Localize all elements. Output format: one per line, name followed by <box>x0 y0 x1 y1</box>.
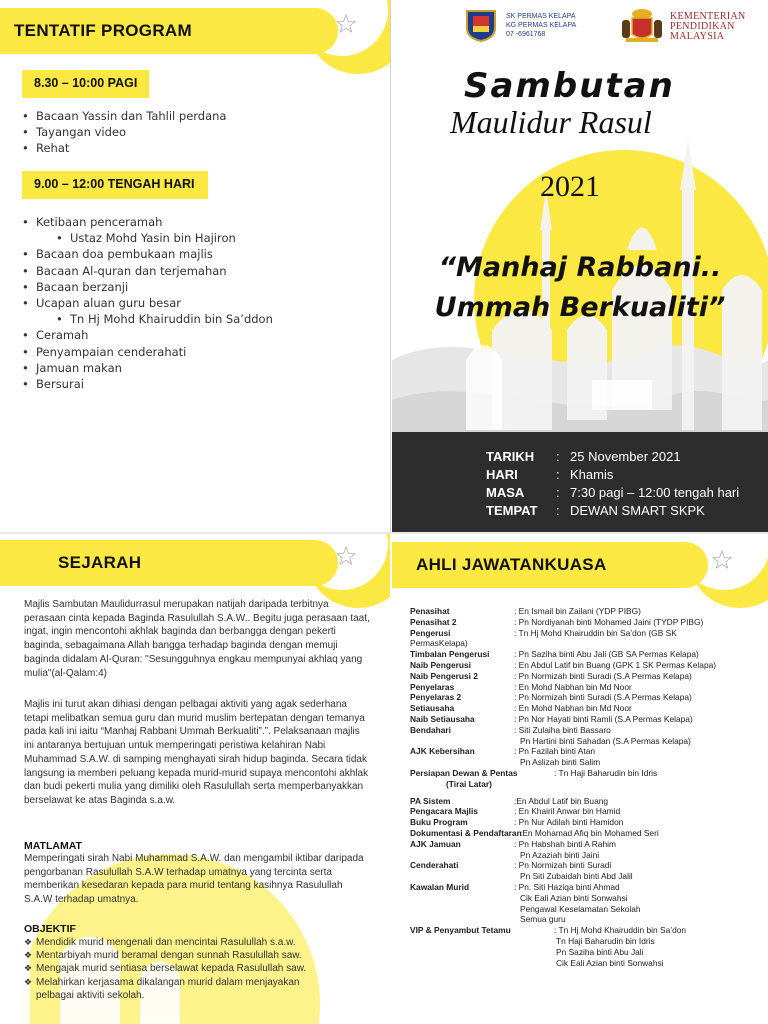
committee-role: Naib Setiausaha <box>410 713 475 724</box>
committee-member: : En Khairil Anwar bin Hamid <box>514 806 621 817</box>
matlamat-title: MATLAMAT <box>24 840 82 852</box>
session-time-1: 8.30 – 10:00 PAGI <box>22 70 149 98</box>
committee-member: Tn Haji Baharudin bin Idris <box>556 935 655 946</box>
committee-role: Penasihat 2 <box>410 616 457 627</box>
committee-member: : Pn Fazilah binti Atan <box>514 746 596 757</box>
committee-row <box>410 638 760 649</box>
committee-member: : Pn Normizah binti Suradi (S.A Permas Kelapa) <box>514 670 692 681</box>
committee-role: Dokumentasi & Pendaftaran <box>410 827 522 838</box>
theme-line-2: Ummah Berkualiti” <box>434 292 726 323</box>
committee-row <box>410 936 760 947</box>
committee-member: : Tn Haji Baharudin bin Idris <box>554 767 658 778</box>
committee-member: PermasKelapa) <box>410 638 468 649</box>
committee-role: Penyelaras <box>410 681 455 692</box>
committee-row <box>410 882 760 893</box>
committee-member: : Pn Saziha binti Abu Jali (GB SA Permas Kelapa) <box>514 649 699 660</box>
school-crest-icon <box>464 8 498 42</box>
committee-row <box>410 757 760 768</box>
committee-member: :En Mohamad Afiq bin Mohamed Seri <box>520 827 659 838</box>
committee-role: AJK Kebersihan <box>410 746 475 757</box>
committee-row <box>410 796 760 807</box>
school-name: SK PERMAS KELAPA <box>506 13 576 20</box>
program-item: • Jamuan makan <box>22 360 273 376</box>
ministry-line-2: PENDIDIKAN <box>670 21 735 32</box>
committee-role: Cenderahati <box>410 860 459 871</box>
objektif-item: ❖ Mengajak murid sentiasa berselawat kepada Rasulullah saw. <box>24 962 372 975</box>
session-1-list <box>22 108 226 157</box>
detail-value: 7:30 pagi – 12:00 tengah hari <box>570 485 740 500</box>
committee-role: Timbalan Pengerusi <box>410 649 490 660</box>
committee-row <box>410 904 760 915</box>
committee-member: : Pn Normizah binti Suradi (S.A Permas Kelapa) <box>514 692 692 703</box>
school-info <box>506 12 576 39</box>
committee-row <box>410 725 760 736</box>
committee-member: Cik Eali Azian binti Sonwahsi <box>556 957 664 968</box>
program-item: • Bacaan Yassin dan Tahlil perdana <box>22 108 226 124</box>
committee-role: Penyelaras 2 <box>410 692 462 703</box>
session-2-list <box>22 214 273 392</box>
school-phone: 07 -6961768 <box>506 31 546 38</box>
cover-panel <box>392 0 768 532</box>
detail-value: Khamis <box>570 467 614 482</box>
committee-member: Pn Azaziah binti Jaini <box>520 849 600 860</box>
detail-separator: : <box>556 503 560 518</box>
committee-row <box>410 839 760 850</box>
committee-row <box>410 746 760 757</box>
cover-heading-1: Sambutan <box>464 66 675 106</box>
committee-role: Naib Pengerusi 2 <box>410 670 478 681</box>
committee-member: : En Mohd Nabhan bin Md Noor <box>514 681 632 692</box>
committee-member: : En Ismail bin Zailani (YDP PIBG) <box>514 606 641 616</box>
objektif-list <box>24 936 372 1002</box>
session-time-2: 9.00 – 12:00 TENGAH HARI <box>22 171 208 199</box>
committee-row <box>410 828 760 839</box>
committee-role: Penasihat <box>410 606 450 616</box>
committee-role: Bendahari <box>410 724 451 735</box>
committee-row <box>410 871 760 882</box>
committee-row <box>410 617 760 628</box>
program-item: • Ceramah <box>22 327 273 343</box>
detail-label: HARI <box>486 467 518 482</box>
committee-member: : Pn Nor Hayati binti Ramli (S.A Permas Kelapa) <box>514 713 693 724</box>
matlamat-text: Memperingati sirah Nabi Muhammad S.A.W. dan mengambil iktibar daripada pengorbanan Rasulullah S.A.W terhadap umatnya yang tercinta serta memberikan kesedaran kepada para murid tentang kasihnya Rasulullah S.A.W terhadap umatnya. <box>24 853 364 906</box>
program-panel <box>0 0 390 532</box>
committee-row <box>410 682 760 693</box>
committee-row <box>410 606 760 617</box>
committee-member: Cik Eali Azian binti Sonwahsi <box>520 892 628 903</box>
committee-member: : Tn Hj Mohd Khairuddin bin Sa’don <box>554 925 687 936</box>
program-item: • Ketibaan penceramah <box>22 214 273 230</box>
committee-row <box>410 850 760 861</box>
detail-value: 25 November 2021 <box>570 449 681 464</box>
committee-row <box>410 893 760 904</box>
detail-label: TARIKH <box>486 449 535 464</box>
committee-row <box>410 958 760 969</box>
star-icon <box>336 14 356 34</box>
objektif-title: OBJEKTIF <box>24 923 76 935</box>
program-item: • Rehat <box>22 140 226 156</box>
objektif-item: ❖ Mentarbiyah murid beramal dengan sunnah Rasulullah saw. <box>24 949 372 962</box>
committee-role: Pengerusi <box>410 627 451 638</box>
star-icon <box>712 550 732 570</box>
committee-row <box>410 671 760 682</box>
committee-member: (Tirai Latar) <box>446 778 492 789</box>
objektif-item: ❖ Mendidik murid mengenali dan mencintai Rasulullah s.a.w. <box>24 936 372 949</box>
program-item: • Ucapan aluan guru besar <box>22 295 273 311</box>
ministry-info <box>670 12 746 42</box>
committee-member: : En Mohd Nabhan bin Md Noor <box>514 703 632 714</box>
committee-role: Buku Program <box>410 817 468 828</box>
cover-year: 2021 <box>540 170 600 203</box>
committee-role: Naib Pengerusi <box>410 659 471 670</box>
program-item: • Bacaan doa pembukaan majlis <box>22 246 273 262</box>
history-paragraph-1: Majlis Sambutan Maulidurrasul merupakan natijah daripada terbitnya perasaan cinta kepada Baginda Rasulullah S.A.W.. Begitu juga perasaan taat, ingat, ingin mencontohi akhlak baginda dan berbangga dengan pekerti baginda, sebagaimana Allah bangga terhadap baginda dengan memuji baginda didalam Al-Quran: "Sesungguhnya engkau mempunyai akhlaq yang mulia"(al-Qalam:4) <box>24 599 370 679</box>
program-item: • Ustaz Mohd Yasin bin Hajiron <box>22 230 273 246</box>
history-title: SEJARAH <box>58 553 142 572</box>
committee-member: : Pn Nordiyanah binti Mohamed Jaini (TYDP PIBG) <box>514 616 704 627</box>
committee-row <box>410 806 760 817</box>
committee-row <box>410 692 760 703</box>
committee-panel <box>392 534 768 1024</box>
ministry-crest-icon <box>620 8 664 44</box>
committee-list <box>410 606 760 968</box>
committee-member: : Siti Zulaiha binti Bassaro <box>514 724 611 735</box>
cover-heading-2: Maulidur Rasul <box>450 104 652 140</box>
committee-role: VIP & Penyambut Tetamu <box>410 925 511 936</box>
committee-role: Setiausaha <box>410 703 455 714</box>
committee-role: AJK Jamuan <box>410 838 461 849</box>
history-header-bar <box>0 540 338 586</box>
committee-row <box>410 736 760 747</box>
committee-member: Pn Siti Zubaidah binti Abd Jalil <box>520 871 633 882</box>
star-icon <box>336 546 356 566</box>
program-item: • Tayangan video <box>22 124 226 140</box>
committee-role: Pengacara Majlis <box>410 806 478 817</box>
detail-separator: : <box>556 467 560 482</box>
committee-member: : Tn Hj Mohd Khairuddin bin Sa’don (GB SK <box>514 627 677 638</box>
history-panel <box>0 534 390 1024</box>
committee-title: AHLI JAWATANKUASA <box>416 555 607 574</box>
program-item: • Tn Hj Mohd Khairuddin bin Sa’ddon <box>22 311 273 327</box>
event-details <box>486 448 766 524</box>
committee-member: Semua guru <box>520 914 566 925</box>
committee-row <box>410 714 760 725</box>
committee-row <box>410 914 760 925</box>
committee-member: Pn Saziha binti Abu Jali <box>556 946 644 957</box>
committee-role: PA Sistem <box>410 795 451 806</box>
program-item: • Bersurai <box>22 376 273 392</box>
committee-member: Pn Hartini binti Sahadan (S.A Permas Kelapa) <box>520 735 691 746</box>
committee-member: : Pn. Siti Haziqa binti Ahmad <box>514 881 620 892</box>
detail-separator: : <box>556 485 560 500</box>
committee-row <box>410 925 760 936</box>
committee-row <box>410 703 760 714</box>
committee-role: Kawalan Murid <box>410 881 470 892</box>
committee-row <box>410 779 760 790</box>
committee-member: :En Abdul Latif bin Buang <box>514 795 609 806</box>
committee-row <box>410 649 760 660</box>
committee-role: Persiapan Dewan & Pentas <box>410 767 518 778</box>
school-address: KG PERMAS KELAPA <box>506 22 577 29</box>
committee-header-bar <box>392 542 708 588</box>
committee-member: : En Abdul Latif bin Buang (GPK 1 SK Permas Kelapa) <box>514 659 717 670</box>
detail-label: MASA <box>486 485 525 500</box>
committee-member: : Pn Normizah binti Suradi <box>514 860 612 871</box>
program-header-bar <box>0 8 338 54</box>
committee-row <box>410 817 760 828</box>
ministry-line-1: KEMENTERIAN <box>670 11 746 22</box>
program-item: • Bacaan berzanji <box>22 279 273 295</box>
committee-row <box>410 628 760 639</box>
objektif-item: ❖ Melahirkan kerjasama dikalangan murid dalam menjayakan <box>24 976 372 989</box>
history-paragraph-2: Majlis ini turut akan dihiasi dengan pelbagai aktiviti yang agak sederhana tetapi melibatkan semua guru dan murid muslim bertepatan dengan temanya pada kali ini iaitu “Manhaj Rabbani Ummah Berkualiti”.”. Pelaksanaan majlis ini antaranya bertujuan untuk memperingati peristiwa kelahiran Nabi Muhammad S.A.W. di samping menghayati sirah hidup baginda. Secara tidak langsung ia memberi peluang kepada murid-murid supaya mencontohi akhlak dan budi pekerti mulia yang dimiliki oleh Rasulullah serta memperbanyakkan berselawat ke atas Baginda s.a.w. <box>24 699 369 806</box>
committee-row <box>410 947 760 958</box>
ministry-line-3: MALAYSIA <box>670 31 725 42</box>
committee-member: : Pn Nur Adilah binti Hamidon <box>514 817 624 828</box>
committee-row <box>410 860 760 871</box>
detail-label: TEMPAT <box>486 503 538 518</box>
committee-member: Pengawal Keselamatan Sekolah <box>520 903 641 914</box>
detail-value: DEWAN SMART SKPK <box>570 503 705 518</box>
committee-row <box>410 768 760 779</box>
committee-member: : Pn Habshah binti A Rahim <box>514 838 616 849</box>
program-item: • Penyampaian cenderahati <box>22 344 273 360</box>
program-title: TENTATIF PROGRAM <box>14 21 192 40</box>
program-item: • Bacaan Al-quran dan terjemahan <box>22 263 273 279</box>
objektif-item: pelbagai aktiviti sekolah. <box>36 989 145 1001</box>
committee-row <box>410 660 760 671</box>
theme-line-1: “Manhaj Rabbani.. <box>438 252 722 283</box>
committee-member: Pn Aslizah binti Salim <box>520 757 601 768</box>
detail-separator: : <box>556 449 560 464</box>
